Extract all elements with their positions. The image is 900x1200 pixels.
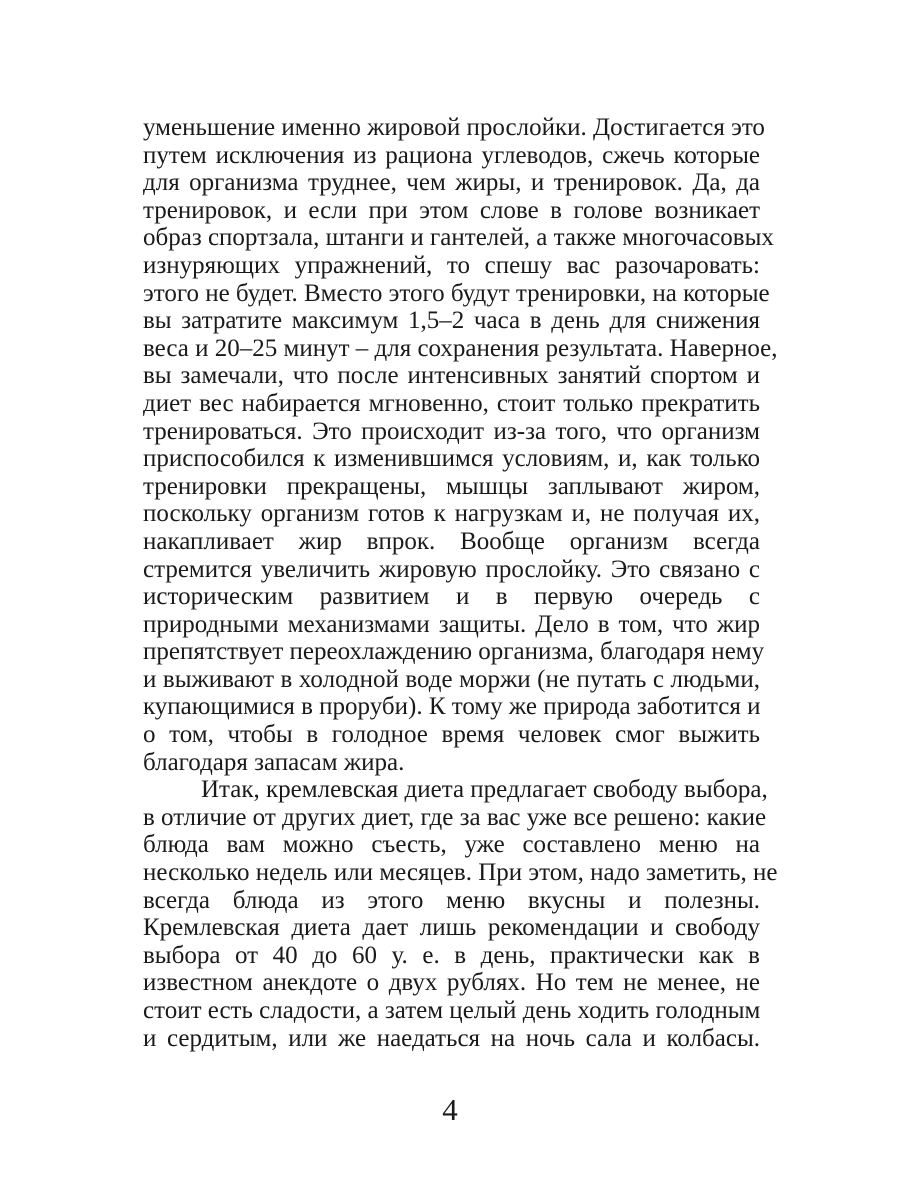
text-line: купающимися в проруби). К тому же природа заботится и — [143, 693, 761, 721]
text-line: вы затратите максимум 1,5–2 часа в день для снижения — [143, 307, 760, 335]
text-line: известном анекдоте о двух рублях. Но тем не менее, не — [143, 969, 760, 997]
text-line: вы замечали, что после интенсивных занятий спортом и — [143, 362, 760, 390]
text-line: несколько недель или месяцев. При этом, надо заметить, не — [143, 859, 778, 887]
text-line: препятствует переохлаждению организма, благодаря нему — [143, 638, 765, 666]
text-line: поскольку организм готов к нагрузкам и, не получая их, — [143, 500, 760, 528]
text-line: Итак, кремлевская диета предлагает свободу выбора, — [201, 776, 768, 804]
text-line: историческим развитием и в первую очередь с — [143, 583, 760, 611]
text-line: всегда блюда из этого меню вкусны и полезны. — [143, 886, 760, 914]
text-line: тренировок, и если при этом слове в голове возникает — [143, 196, 760, 224]
text-line: приспособился к изменившимся условиям, и, как только — [143, 445, 760, 473]
page-number: 4 — [442, 1092, 458, 1127]
text-line: природными механизмами защиты. Дело в том, что жир — [143, 610, 760, 638]
paragraph-2 — [143, 776, 778, 1052]
text-line: о том, чтобы в голодное время человек смог выжить — [143, 721, 760, 749]
text-line: веса и 20–25 минут – для сохранения результата. Наверное, — [143, 334, 778, 362]
text-line: путем исключения из рациона углеводов, сжечь которые — [143, 141, 760, 169]
text-line: блюда вам можно съесть, уже составлено меню на — [143, 831, 760, 859]
text-line: тренировки прекращены, мышцы заплывают жиром, — [143, 472, 760, 500]
text-line: в отличие от других диет, где за вас уже все решено: какие — [143, 803, 767, 831]
text-line: Кремлевская диета дает лишь рекомендации и свободу — [143, 914, 760, 942]
text-line: тренироваться. Это происходит из-за того, что организм — [143, 417, 760, 445]
text-line: и выживают в холодной воде моржи (не путать с людьми, — [143, 665, 760, 693]
text-line: стоит есть сладости, а затем целый день ходить голодным — [143, 997, 761, 1024]
text-line: уменьшение именно жировой прослойки. Достигается это — [143, 114, 765, 141]
text-line: выбора от 40 до 60 у. е. в день, практически как в — [143, 941, 760, 969]
paragraph-1 — [143, 114, 778, 776]
body-text — [143, 114, 778, 1052]
text-line: накапливает жир впрок. Вообще организм всегда — [143, 527, 760, 555]
text-line: образ спортзала, штанги и гантелей, а также многочасовых — [143, 224, 774, 252]
text-line: для организма труднее, чем жиры, и тренировок. Да, да — [143, 169, 760, 197]
text-line: этого не будет. Вместо этого будут тренировки, на которые — [143, 279, 770, 307]
text-line: благодаря запасам жира. — [143, 748, 405, 776]
text-line: стремится увеличить жировую прослойку. Это связано с — [143, 555, 760, 583]
text-line: изнуряющих упражнений, то спешу вас разочаровать: — [143, 251, 760, 279]
text-line: и сердитым, или же наедаться на ночь сала и колбасы. — [143, 1024, 760, 1052]
text-line: диет вес набирается мгновенно, стоит только прекратить — [143, 389, 760, 417]
